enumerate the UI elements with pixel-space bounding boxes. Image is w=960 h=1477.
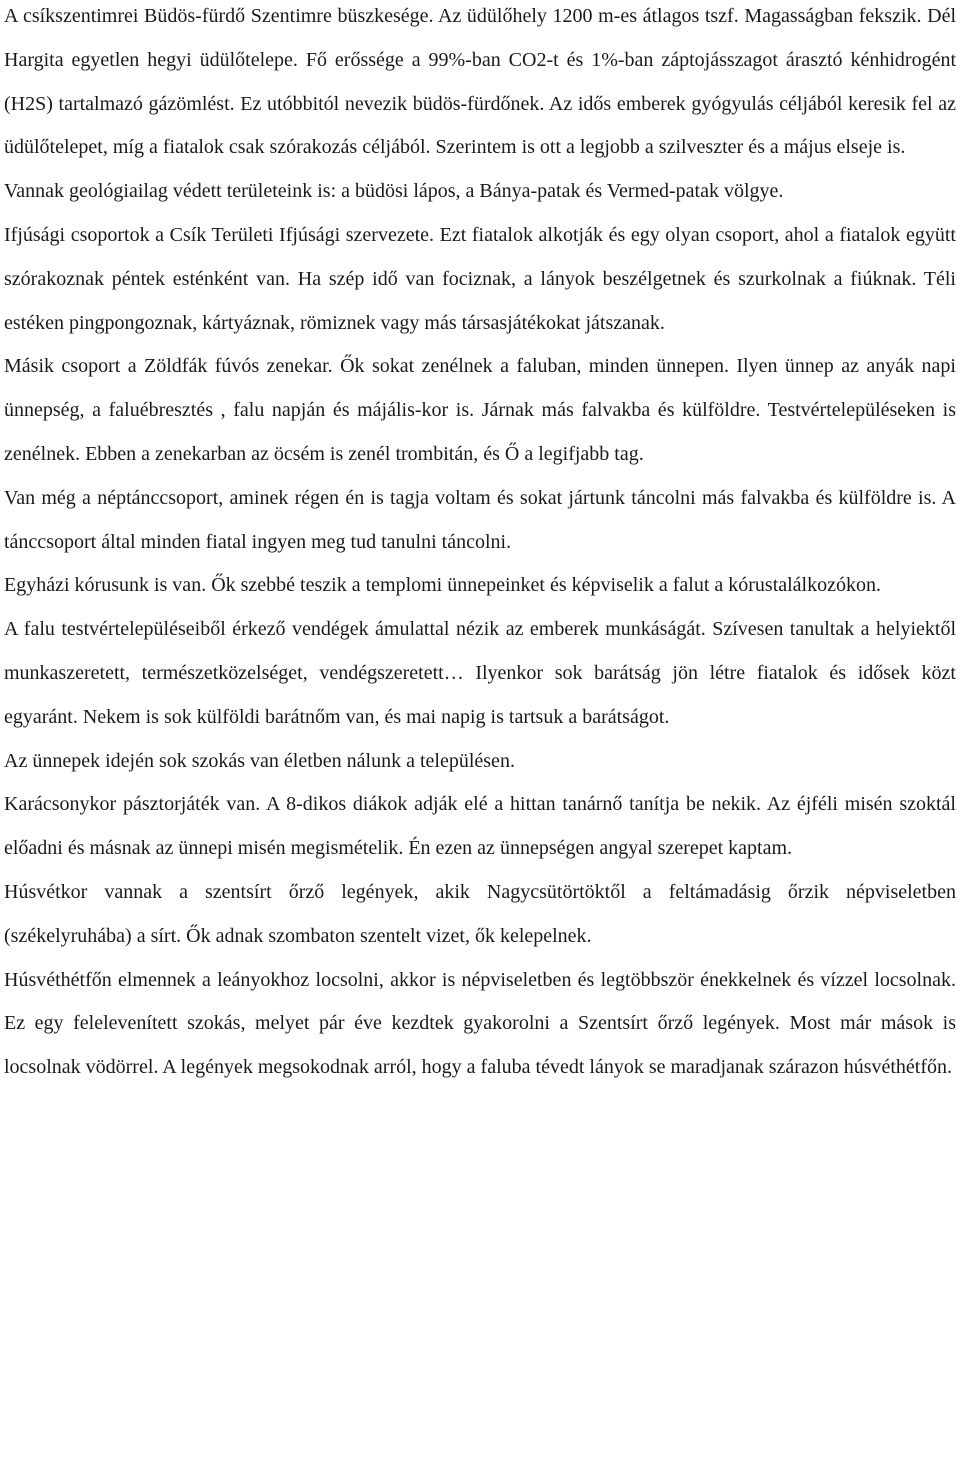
paragraph-youth-groups: Ifjúsági csoportok a Csík Területi Ifjúsági szervezete. Ezt fiatalok alkotják és egy olyan csoport, ahol a fiatalok együtt szórakoznak péntek esténként van. Ha szép idő van fociznak, a lányok beszélgetnek és szurkolnak a fiúknak. Téli estéken pingpongoznak, kártyáznak, römiznek vagy más társasjátékokat játszanak. bbox=[4, 223, 956, 334]
paragraph-folk-dance: Van még a néptánccsoport, aminek régen én is tagja voltam és sokat jártunk táncolni más falvakba és külföldre is. A tánccsoport által minden fiatal ingyen meg tud tanulni táncolni. bbox=[4, 486, 956, 553]
paragraph-easter-monday: Húsvéthétfőn elmennek a leányokhoz locsolni, akkor is népviseletben és legtöbbször énekkelnek és vízzel locsolnak. Ez egy felelevenített szokás, melyet pár éve kezdtek gyakorolni a Szentsírt őrző legények. Most már mások is locsolnak vödörrel. A legények megsokodnak arról, hogy a faluba tévedt lányok se maradjanak szárazon húsvéthétfőn. bbox=[4, 968, 956, 1079]
paragraph-christmas: Karácsonykor pásztorjáték van. A 8-dikos diákok adják elé a hittan tanárnő tanítja be nekik. Az éjféli misén szoktál előadni és másnak az ünnepi misén megismételik. Én ezen az ünnepségen angyal szerepet kaptam. bbox=[4, 793, 956, 860]
paragraph-budos-furdo: A csíkszentimrei Büdös-fürdő Szentimre büszkesége. Az üdülőhely 1200 m-es átlagos tszf. Magasságban fekszik. Dél Hargita egyetlen hegyi üdülőtelepe. Fő erőssége a 99%-ban CO2-t és 1%-ban záptojásszagot árasztó kénhidrogént (H2S) tartalmazó gázömlést. Ez utóbbitól nevezik büdös-fürdőnek. Az idős emberek gyógyulás céljából keresik fel az üdülőtelepet, míg a fiatalok csak szórakozás céljából. Szerintem is ott a legjobb a szilveszter és a május elseje is. bbox=[4, 5, 956, 159]
paragraph-church-choir: Egyházi kórusunk is van. Ők szebbé teszik a templomi ünnepeinket és képviselik a falut a kórustalálkozókon. bbox=[4, 574, 881, 597]
paragraph-sister-villages: A falu testvértelepüléseiből érkező vendégek ámulattal nézik az emberek munkáságát. Szívesen tanultak a helyiektől munkaszeretett, természetközelséget, vendégszeretett… Ilyenkor sok barátság jön létre fiatalok és idősek közt egyaránt. Nekem is sok külföldi barátnőm van, és mai napig is tartsuk a barátságot. bbox=[4, 618, 956, 728]
paragraph-brass-band: Másik csoport a Zöldfák fúvós zenekar. Ők sokat zenélnek a faluban, minden ünnepen. Ilyen ünnep az anyák napi ünnepség, a faluébresztés , falu napján és májális-kor is. Járnak más falvakba és külföldre. Testvértelepüléseken is zenélnek. Ebben a zenekarban az öcsém is zenél trombitán, és Ő a legifjabb tag. bbox=[4, 355, 956, 465]
paragraph-protected-areas: Vannak geológiailag védett területeink is: a büdösi lápos, a Bánya-patak és Vermed-patak völgye. bbox=[4, 180, 784, 203]
paragraph-easter: Húsvétkor vannak a szentsírt őrző legények, akik Nagycsütörtöktől a feltámadásig őrzik népviseletben (székelyruhába) a sírt. Ők adnak szombaton szentelt vizet, ők kelepelnek. bbox=[4, 880, 956, 947]
paragraph-customs-intro: Az ünnepek idején sok szokás van életben nálunk a településen. bbox=[4, 749, 515, 772]
document-body bbox=[4, 0, 956, 1090]
